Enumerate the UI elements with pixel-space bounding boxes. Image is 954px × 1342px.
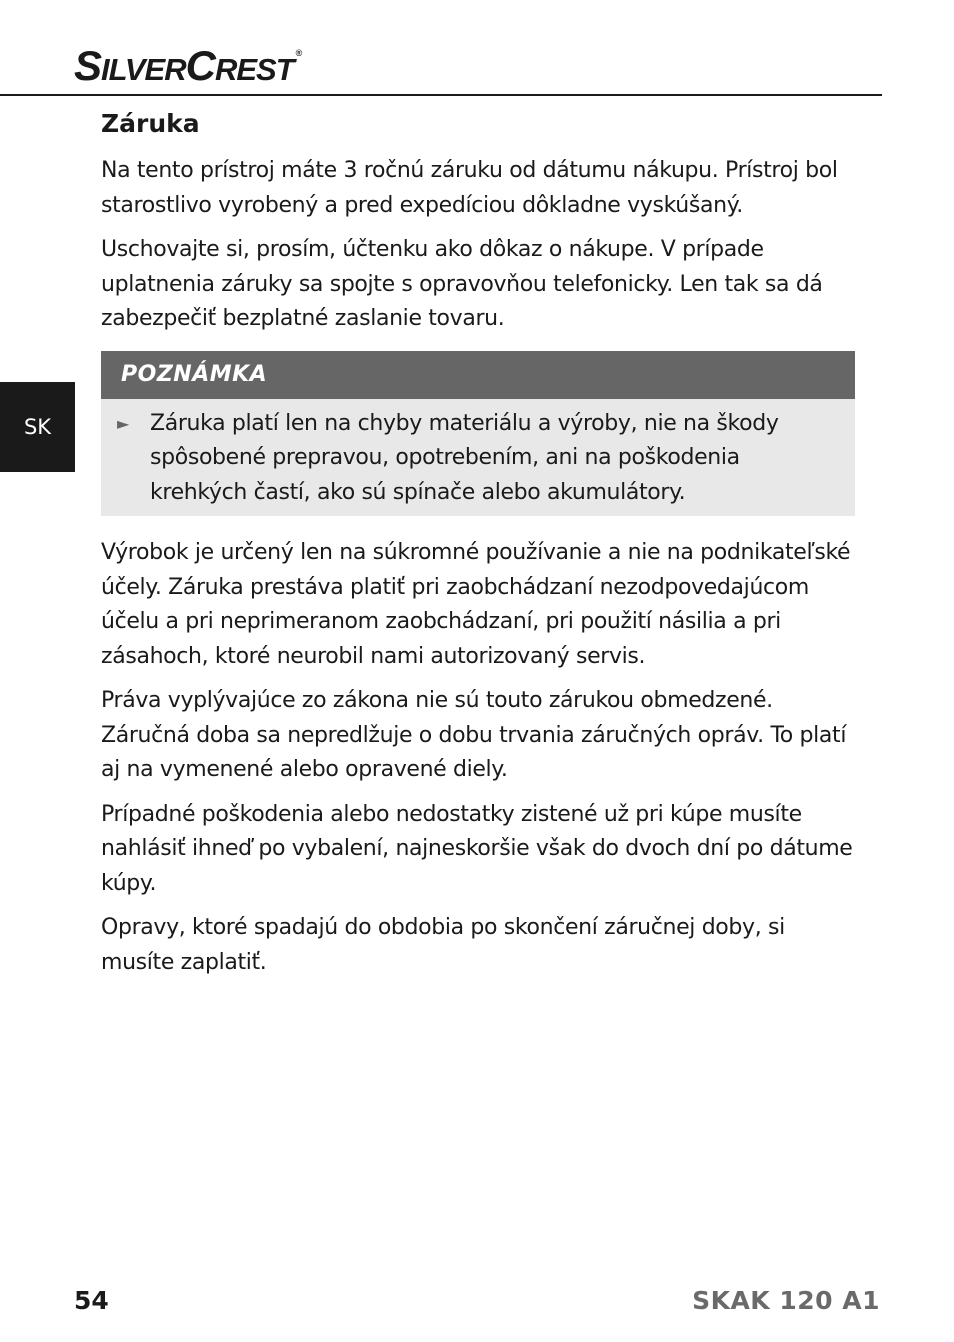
- note-text: Záruka platí len na chyby materiálu a výroby, nie na škody spôsobené prepravou, opotrebením, ani na poškodenia krehkých častí, ako sú spínače alebo akumulátory.: [150, 410, 779, 505]
- model-number: SKAK 120 A1: [692, 1286, 880, 1315]
- registered-mark: ®: [295, 48, 302, 58]
- page-number: 54: [74, 1286, 109, 1315]
- paragraph: Na tento prístroj máte 3 ročnú záruku od dátumu nákupu. Prístroj bol starostlivo vyrobený a pred expedíciou dôkladne vyskúšaný.: [101, 158, 838, 218]
- note-heading: POZNÁMKA: [101, 351, 855, 399]
- brand-logo: SILVERCREST ®: [74, 42, 302, 89]
- warranty-section: [101, 106, 861, 990]
- language-label: SK: [23, 415, 52, 439]
- note-box: [101, 351, 855, 517]
- paragraph: Prípadné poškodenia alebo nedostatky zistené už pri kúpe musíte nahlásiť ihneď po vybalení, najneskoršie však do dvoch dní po dátume kúpy.: [101, 801, 853, 896]
- section-title: Záruka: [101, 109, 200, 138]
- paragraph: Práva vyplývajúce zo zákona nie sú touto zárukou obmedzené. Záručná doba sa nepredlžuje o dobu trvania záručných opráv. To platí aj na vymenené alebo opravené diely.: [101, 688, 847, 782]
- paragraph: Opravy, ktoré spadajú do obdobia po skončení záručnej doby, si musíte zaplatiť.: [101, 915, 785, 975]
- paragraph: Uschovajte si, prosím, účtenku ako dôkaz o nákupe. V prípade uplatnenia záruky sa spojte s opravovňou telefonicky. Len tak sa dá zabezpečiť bezplatné zaslanie tovaru.: [101, 237, 823, 331]
- header-rule: [0, 94, 882, 96]
- triangle-bullet-icon: ►: [117, 413, 130, 433]
- note-body: [101, 399, 855, 517]
- language-tab: [0, 382, 75, 472]
- paragraph: Výrobok je určený len na súkromné používanie a nie na podnikateľské účely. Záruka prestáva platiť pri zaobchádzaní nezodpovedajúcom účelu a pri neprimeranom zaobchádzaní, pri použití násilia a pri zásahoch, ktoré neurobil nami autorizovaný servis.: [101, 540, 851, 669]
